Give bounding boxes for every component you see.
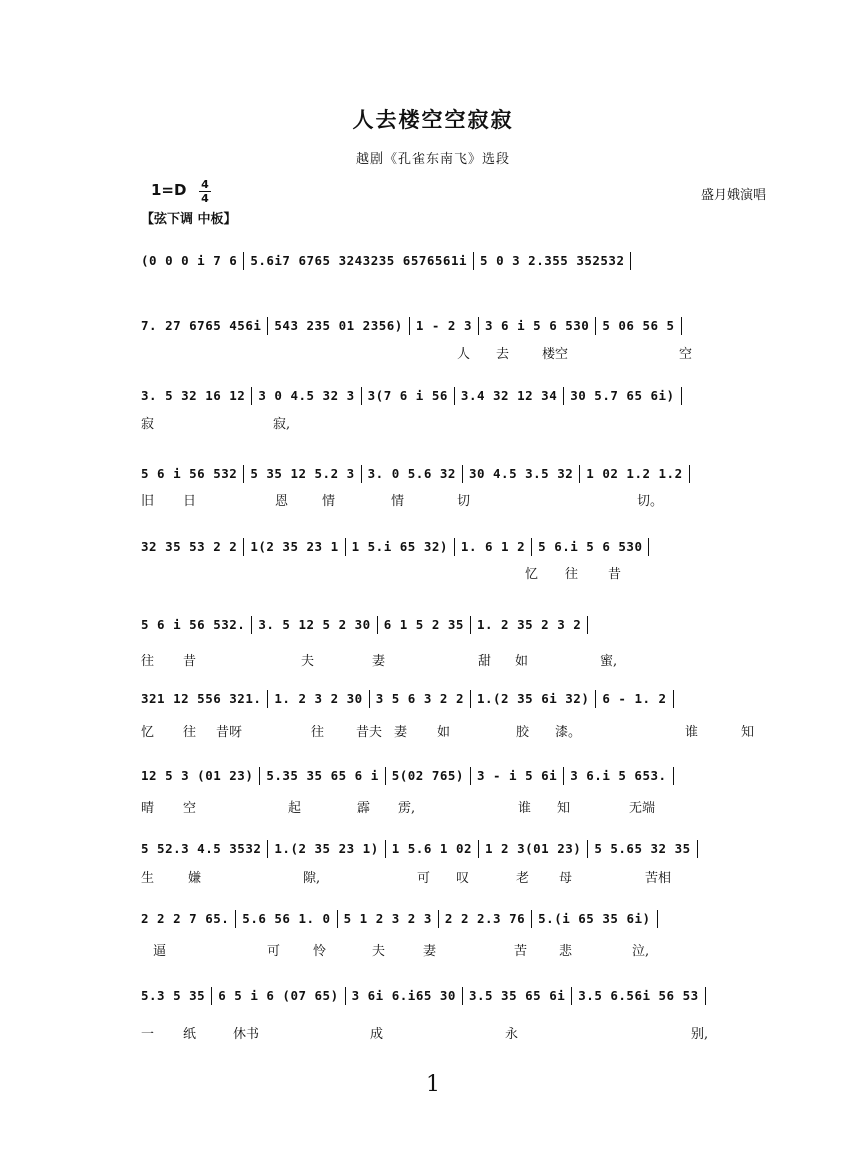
barline — [673, 690, 674, 708]
lyric-syllable: 怜 — [313, 944, 327, 959]
measure: 2 2 2 7 65. — [141, 911, 230, 926]
lyric-syllable: 妻 — [423, 944, 437, 959]
barline — [673, 767, 674, 785]
lyric-line — [141, 413, 781, 431]
barline — [595, 317, 596, 335]
lyric-syllable: 昔夫 — [356, 725, 383, 740]
measure: 7. 27 6765 456i — [141, 318, 262, 333]
lyric-syllable: 蜜, — [600, 654, 618, 669]
barline — [251, 616, 252, 634]
lyric-syllable: 一 — [141, 1027, 155, 1042]
measure: 12 5 3 (01 23) — [141, 768, 254, 783]
tempo-marking: 【弦下调 中板】 — [141, 212, 237, 227]
measure: 2 2 2.3 76 — [444, 911, 526, 926]
lyric-syllable: 知 — [741, 725, 755, 740]
barline — [630, 252, 631, 270]
measure: 1 5.i 65 32) — [351, 539, 448, 554]
barline — [563, 767, 564, 785]
lyric-syllable: 昔呀 — [216, 725, 243, 740]
lyric-line — [141, 1023, 781, 1041]
barline — [478, 317, 479, 335]
notation-system — [141, 765, 771, 793]
barline — [438, 910, 439, 928]
barline — [251, 387, 252, 405]
lyric-syllable: 成 — [370, 1027, 384, 1042]
lyric-syllable: 往 — [183, 725, 197, 740]
barline — [385, 767, 386, 785]
barline — [595, 690, 596, 708]
lyric-syllable: 永 — [505, 1027, 519, 1042]
lyric-syllable: 纸 — [183, 1027, 197, 1042]
measure: 5.3 5 35 — [141, 988, 206, 1003]
measure: 5(02 765) — [391, 768, 464, 783]
notation-system — [141, 838, 771, 866]
lyric-syllable: 母 — [559, 871, 573, 886]
lyric-syllable: 切 — [457, 494, 471, 509]
measure: 3 0 4.5 32 3 — [258, 388, 355, 403]
barline — [681, 387, 682, 405]
barline — [345, 987, 346, 1005]
lyric-syllable: 寂 — [141, 417, 155, 432]
measure: 1. 2 3 2 30 — [274, 691, 363, 706]
lyric-line — [141, 343, 781, 361]
measure: 5 6.i 5 6 530 — [538, 539, 643, 554]
measure: 1 - 2 3 — [415, 318, 472, 333]
barline — [267, 840, 268, 858]
lyric-syllable: 无端 — [629, 801, 656, 816]
measure: 5.35 35 65 6 i — [266, 768, 379, 783]
barline — [579, 465, 580, 483]
lyric-syllable: 别, — [691, 1027, 709, 1042]
lyric-syllable: 往 — [141, 654, 155, 669]
barline — [337, 910, 338, 928]
lyric-syllable: 昔 — [183, 654, 197, 669]
barline — [648, 538, 649, 556]
barline — [657, 910, 658, 928]
lyric-syllable: 谁 — [685, 725, 699, 740]
measure: 5.(i 65 35 6i) — [538, 911, 651, 926]
barline — [267, 317, 268, 335]
lyric-line — [141, 490, 781, 508]
lyric-syllable: 妻 — [394, 725, 408, 740]
notation-system — [141, 385, 771, 413]
lyric-syllable: 人 — [457, 347, 471, 362]
barline — [369, 690, 370, 708]
lyric-syllable: 霹 — [357, 801, 371, 816]
lyric-syllable: 晴 — [141, 801, 155, 816]
measure: 30 4.5 3.5 32 — [468, 466, 574, 481]
lyric-syllable: 生 — [141, 871, 155, 886]
measure: 3 - i 5 6i — [476, 768, 558, 783]
barline — [571, 987, 572, 1005]
barline — [705, 987, 706, 1005]
barline — [470, 690, 471, 708]
lyric-line — [141, 867, 781, 885]
barline — [470, 767, 471, 785]
notation-system — [141, 536, 771, 564]
measure: 5 35 12 5.2 3 — [250, 466, 355, 481]
barline — [531, 910, 532, 928]
measure: 5 06 56 5 — [602, 318, 675, 333]
notation-system — [141, 614, 771, 642]
lyric-syllable: 寂, — [273, 417, 291, 432]
barline — [385, 840, 386, 858]
lyric-syllable: 隙, — [303, 871, 321, 886]
score-subtitle: 越剧《孔雀东南飞》选段 — [355, 152, 510, 167]
notation-system — [141, 985, 771, 1013]
measure: 6 5 i 6 (07 65) — [218, 988, 339, 1003]
barline — [267, 690, 268, 708]
lyric-syllable: 空 — [679, 347, 693, 362]
barline — [454, 538, 455, 556]
time-signature — [199, 179, 211, 204]
barline — [697, 840, 698, 858]
lyric-syllable: 楼空 — [542, 347, 569, 362]
barline — [361, 387, 362, 405]
lyric-syllable: 起 — [288, 801, 302, 816]
lyric-syllable: 夫 — [372, 944, 386, 959]
measure: 32 35 53 2 2 — [141, 539, 238, 554]
lyric-line — [141, 721, 781, 739]
lyric-syllable: 日 — [183, 494, 197, 509]
measure: 6 - 1. 2 — [602, 691, 667, 706]
lyric-syllable: 忆 — [141, 725, 155, 740]
measure: 30 5.7 65 6i) — [570, 388, 675, 403]
barline — [689, 465, 690, 483]
notation-system — [141, 250, 771, 278]
barline — [409, 317, 410, 335]
measure: 321 12 556 321. — [141, 691, 262, 706]
lyric-syllable: 知 — [557, 801, 571, 816]
lyric-syllable: 漆。 — [555, 725, 582, 740]
lyric-syllable: 去 — [496, 347, 510, 362]
barline — [462, 987, 463, 1005]
measure: 1.(2 35 23 1) — [274, 841, 379, 856]
lyric-syllable: 情 — [322, 494, 336, 509]
measure: 3 5 6 3 2 2 — [375, 691, 464, 706]
lyric-syllable: 切。 — [637, 494, 664, 509]
lyric-syllable: 往 — [565, 567, 579, 582]
barline — [211, 987, 212, 1005]
lyric-syllable: 胶 — [516, 725, 530, 740]
barline — [377, 616, 378, 634]
barline — [473, 252, 474, 270]
lyric-syllable: 苦相 — [645, 871, 672, 886]
notation-system — [141, 688, 771, 716]
measure: 1. 6 1 2 — [460, 539, 526, 554]
measure: 1 5.6 1 02 — [391, 841, 472, 856]
lyric-syllable: 夫 — [301, 654, 315, 669]
measure: 5 1 2 3 2 3 — [343, 911, 432, 926]
measure: 3. 5 12 5 2 30 — [258, 617, 371, 632]
page-number: 1 — [426, 1072, 440, 1097]
measure: 3.5 35 65 6i — [468, 988, 566, 1003]
measure: 5 6 i 56 532. — [141, 617, 246, 632]
lyric-syllable: 忆 — [525, 567, 539, 582]
barline — [243, 538, 244, 556]
lyric-line — [141, 797, 781, 815]
measure: 3. 0 5.6 32 — [367, 466, 456, 481]
measure: 3. 5 32 16 12 — [141, 388, 246, 403]
measure: 1. 2 35 2 3 2 — [476, 617, 582, 632]
notation-system — [141, 908, 771, 936]
measure: 5 5.65 32 35 — [594, 841, 691, 856]
lyric-syllable: 可 — [417, 871, 431, 886]
measure: 1.(2 35 6i 32) — [476, 691, 590, 706]
notation-system — [141, 315, 771, 343]
barline — [345, 538, 346, 556]
lyric-syllable: 旧 — [141, 494, 155, 509]
lyric-syllable: 往 — [311, 725, 325, 740]
measure: 1 2 3(01 23) — [485, 841, 582, 856]
lyric-syllable: 逼 — [153, 944, 167, 959]
lyric-syllable: 谁 — [518, 801, 532, 816]
notation-system — [141, 463, 771, 491]
barline — [470, 616, 471, 634]
lyric-syllable: 悲 — [559, 944, 573, 959]
measure: 3.4 32 12 34 — [460, 388, 558, 403]
lyric-line — [141, 940, 781, 958]
barline — [478, 840, 479, 858]
measure: 3.5 6.56i 56 53 — [578, 988, 699, 1003]
barline — [243, 252, 244, 270]
singer-credit: 盛月娥演唱 — [700, 188, 766, 203]
key-signature: 1=D — [151, 181, 187, 199]
measure: 3 6i 6.i65 30 — [351, 988, 456, 1003]
measure: 5.6i7 6765 3243235 6576561i — [250, 253, 468, 268]
meter-bottom: 4 — [201, 192, 209, 205]
measure: 1 02 1.2 1.2 — [586, 466, 683, 481]
lyric-syllable: 嫌 — [188, 871, 202, 886]
lyric-syllable: 如 — [515, 654, 529, 669]
lyric-syllable: 恩 — [275, 494, 289, 509]
barline — [681, 317, 682, 335]
barline — [587, 616, 588, 634]
measure: 3(7 6 i 56 — [367, 388, 448, 403]
lyric-syllable: 如 — [437, 725, 451, 740]
lyric-syllable: 叹 — [456, 871, 470, 886]
barline — [587, 840, 588, 858]
barline — [531, 538, 532, 556]
barline — [243, 465, 244, 483]
measure: 5 52.3 4.5 3532 — [141, 841, 262, 856]
measure: 1(2 35 23 1 — [250, 539, 339, 554]
lyric-syllable: 雳, — [398, 801, 416, 816]
measure: 3 6.i 5 653. — [570, 768, 667, 783]
lyric-syllable: 可 — [267, 944, 281, 959]
lyric-line — [141, 650, 781, 668]
meter-top: 4 — [201, 178, 209, 191]
measure: 543 235 01 2356) — [274, 318, 403, 333]
lyric-line — [141, 563, 781, 581]
barline — [259, 767, 260, 785]
lyric-syllable: 休书 — [233, 1027, 260, 1042]
score-title: 人去楼空空寂寂 — [352, 107, 514, 132]
lyric-syllable: 老 — [516, 871, 530, 886]
measure: 5.6 56 1. 0 — [242, 911, 331, 926]
lyric-syllable: 空 — [183, 801, 197, 816]
measure: (0 0 0 i 7 6 — [141, 253, 238, 268]
measure: 5 0 3 2.355 352532 — [480, 253, 625, 268]
lyric-syllable: 情 — [391, 494, 405, 509]
lyric-syllable: 妻 — [372, 654, 386, 669]
measure: 5 6 i 56 532 — [141, 466, 238, 481]
lyric-syllable: 昔 — [608, 567, 622, 582]
measure: 6 1 5 2 35 — [383, 617, 464, 632]
barline — [462, 465, 463, 483]
lyric-syllable: 泣, — [632, 944, 650, 959]
lyric-syllable: 苦 — [514, 944, 528, 959]
measure: 3 6 i 5 6 530 — [485, 318, 590, 333]
barline — [563, 387, 564, 405]
barline — [361, 465, 362, 483]
barline — [454, 387, 455, 405]
lyric-syllable: 甜 — [478, 654, 492, 669]
barline — [235, 910, 236, 928]
